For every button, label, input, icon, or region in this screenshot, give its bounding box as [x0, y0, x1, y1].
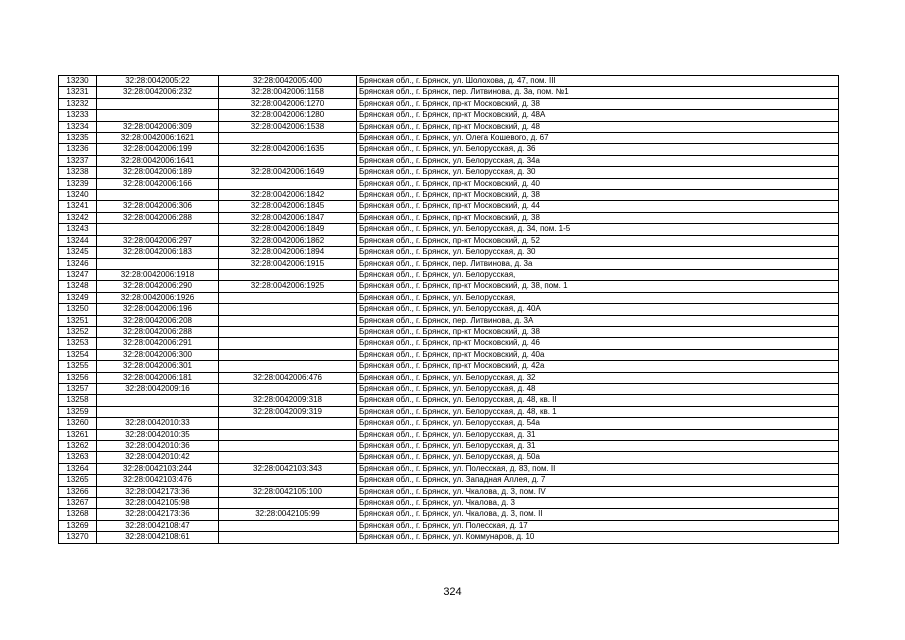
- cadastral-number-cell: 32:28:0042006:1621: [97, 133, 219, 144]
- building-number-cell: [219, 133, 357, 144]
- table-row: [59, 212, 839, 223]
- address-cell: Брянская обл., г. Брянск, ул. Белорусская, д. 50а: [357, 452, 839, 463]
- row-number-cell: 13255: [59, 361, 97, 372]
- building-number-cell: 32:28:0042006:1925: [219, 281, 357, 292]
- table-row: [59, 190, 839, 201]
- row-number-cell: 13264: [59, 463, 97, 474]
- cadastral-number-cell: 32:28:0042006:300: [97, 349, 219, 360]
- cadastral-number-cell: 32:28:0042006:183: [97, 247, 219, 258]
- table-row: [59, 486, 839, 497]
- row-number-cell: 13259: [59, 406, 97, 417]
- table-row: [59, 155, 839, 166]
- address-cell: Брянская обл., г. Брянск, ул. Западная Аллея, д. 7: [357, 475, 839, 486]
- cadastral-number-cell: 32:28:0042006:309: [97, 121, 219, 132]
- row-number-cell: 13268: [59, 509, 97, 520]
- table-row: [59, 475, 839, 486]
- address-cell: Брянская обл., г. Брянск, ул. Олега Кошевого, д. 67: [357, 133, 839, 144]
- cadastral-number-cell: 32:28:0042010:33: [97, 418, 219, 429]
- table-row: [59, 121, 839, 132]
- building-number-cell: [219, 532, 357, 543]
- address-cell: Брянская обл., г. Брянск, ул. Белорусская, д. 48, кв. 1: [357, 406, 839, 417]
- row-number-cell: 13246: [59, 258, 97, 269]
- row-number-cell: 13254: [59, 349, 97, 360]
- building-number-cell: [219, 452, 357, 463]
- row-number-cell: 13235: [59, 133, 97, 144]
- table-row: [59, 76, 839, 87]
- address-cell: Брянская обл., г. Брянск, пр-кт Московский, д. 38, пом. 1: [357, 281, 839, 292]
- table-row: [59, 452, 839, 463]
- page-number: 324: [443, 586, 462, 598]
- cadastral-number-cell: 32:28:0042108:47: [97, 520, 219, 531]
- table-row: [59, 395, 839, 406]
- table-row: [59, 361, 839, 372]
- table-row: [59, 406, 839, 417]
- address-cell: Брянская обл., г. Брянск, пр-кт Московский, д. 40: [357, 178, 839, 189]
- address-cell: Брянская обл., г. Брянск, пр-кт Московский, д. 38: [357, 326, 839, 337]
- address-cell: Брянская обл., г. Брянск, пр-кт Московский, д. 42а: [357, 361, 839, 372]
- building-number-cell: [219, 178, 357, 189]
- table-row: [59, 133, 839, 144]
- table-row: [59, 383, 839, 394]
- address-cell: Брянская обл., г. Брянск, ул. Белорусская, д. 54а: [357, 418, 839, 429]
- table-row: [59, 235, 839, 246]
- row-number-cell: 13256: [59, 372, 97, 383]
- building-number-cell: [219, 475, 357, 486]
- address-cell: Брянская обл., г. Брянск, ул. Белорусская,: [357, 292, 839, 303]
- building-number-cell: [219, 338, 357, 349]
- building-number-cell: 32:28:0042006:1538: [219, 121, 357, 132]
- building-number-cell: 32:28:0042006:1270: [219, 98, 357, 109]
- table-row: [59, 201, 839, 212]
- address-cell: Брянская обл., г. Брянск, пер. Литвинова, д. 3а: [357, 258, 839, 269]
- row-number-cell: 13240: [59, 190, 97, 201]
- table-row: [59, 269, 839, 280]
- table-row: [59, 498, 839, 509]
- building-number-cell: 32:28:0042006:1862: [219, 235, 357, 246]
- row-number-cell: 13265: [59, 475, 97, 486]
- building-number-cell: 32:28:0042006:1635: [219, 144, 357, 155]
- building-number-cell: 32:28:0042006:1845: [219, 201, 357, 212]
- row-number-cell: 13247: [59, 269, 97, 280]
- row-number-cell: 13269: [59, 520, 97, 531]
- row-number-cell: 13237: [59, 155, 97, 166]
- building-number-cell: [219, 429, 357, 440]
- address-cell: Брянская обл., г. Брянск, ул. Коммунаров, д. 10: [357, 532, 839, 543]
- building-number-cell: [219, 269, 357, 280]
- table-row: [59, 292, 839, 303]
- building-number-cell: 32:28:0042009:319: [219, 406, 357, 417]
- table-row: [59, 224, 839, 235]
- address-cell: Брянская обл., г. Брянск, ул. Белорусская,: [357, 269, 839, 280]
- cadastral-registry-table: [58, 75, 839, 544]
- address-cell: Брянская обл., г. Брянск, пер. Литвинова, д. 3А: [357, 315, 839, 326]
- row-number-cell: 13242: [59, 212, 97, 223]
- building-number-cell: 32:28:0042006:1649: [219, 167, 357, 178]
- address-cell: Брянская обл., г. Брянск, ул. Белорусская, д. 34а: [357, 155, 839, 166]
- row-number-cell: 13267: [59, 498, 97, 509]
- row-number-cell: 13262: [59, 441, 97, 452]
- building-number-cell: 32:28:0042006:1280: [219, 110, 357, 121]
- table-row: [59, 429, 839, 440]
- row-number-cell: 13243: [59, 224, 97, 235]
- row-number-cell: 13234: [59, 121, 97, 132]
- address-cell: Брянская обл., г. Брянск, пр-кт Московский, д. 38: [357, 98, 839, 109]
- building-number-cell: [219, 155, 357, 166]
- table-row: [59, 178, 839, 189]
- building-number-cell: 32:28:0042103:343: [219, 463, 357, 474]
- cadastral-number-cell: 32:28:0042006:1926: [97, 292, 219, 303]
- row-number-cell: 13238: [59, 167, 97, 178]
- cadastral-number-cell: 32:28:0042006:1918: [97, 269, 219, 280]
- address-cell: Брянская обл., г. Брянск, ул. Белорусская, д. 48: [357, 383, 839, 394]
- cadastral-number-cell: 32:28:0042103:476: [97, 475, 219, 486]
- cadastral-number-cell: [97, 406, 219, 417]
- row-number-cell: 13232: [59, 98, 97, 109]
- address-cell: Брянская обл., г. Брянск, пр-кт Московский, д. 38: [357, 190, 839, 201]
- row-number-cell: 13266: [59, 486, 97, 497]
- address-cell: Брянская обл., г. Брянск, ул. Белорусская, д. 30: [357, 167, 839, 178]
- cadastral-number-cell: 32:28:0042006:199: [97, 144, 219, 155]
- cadastral-number-cell: 32:28:0042006:306: [97, 201, 219, 212]
- building-number-cell: 32:28:0042006:1915: [219, 258, 357, 269]
- address-cell: Брянская обл., г. Брянск, ул. Белорусская, д. 36: [357, 144, 839, 155]
- row-number-cell: 13258: [59, 395, 97, 406]
- row-number-cell: 13231: [59, 87, 97, 98]
- address-cell: Брянская обл., г. Брянск, ул. Белорусская, д. 30: [357, 247, 839, 258]
- cadastral-number-cell: 32:28:0042173:36: [97, 509, 219, 520]
- row-number-cell: 13248: [59, 281, 97, 292]
- cadastral-number-cell: 32:28:0042006:189: [97, 167, 219, 178]
- address-cell: Брянская обл., г. Брянск, ул. Белорусская, д. 31: [357, 441, 839, 452]
- row-number-cell: 13245: [59, 247, 97, 258]
- row-number-cell: 13241: [59, 201, 97, 212]
- cadastral-number-cell: 32:28:0042009:16: [97, 383, 219, 394]
- address-cell: Брянская обл., г. Брянск, пр-кт Московский, д. 48А: [357, 110, 839, 121]
- table-row: [59, 532, 839, 543]
- cadastral-number-cell: 32:28:0042010:35: [97, 429, 219, 440]
- table-row: [59, 144, 839, 155]
- table-row: [59, 304, 839, 315]
- building-number-cell: [219, 418, 357, 429]
- address-cell: Брянская обл., г. Брянск, ул. Белорусская, д. 31: [357, 429, 839, 440]
- table-row: [59, 509, 839, 520]
- table-row: [59, 167, 839, 178]
- building-number-cell: 32:28:0042005:400: [219, 76, 357, 87]
- cadastral-number-cell: [97, 190, 219, 201]
- building-number-cell: [219, 498, 357, 509]
- cadastral-number-cell: [97, 395, 219, 406]
- cadastral-number-cell: [97, 224, 219, 235]
- row-number-cell: 13270: [59, 532, 97, 543]
- cadastral-number-cell: 32:28:0042006:166: [97, 178, 219, 189]
- table-row: [59, 87, 839, 98]
- cadastral-number-cell: 32:28:0042006:288: [97, 326, 219, 337]
- cadastral-number-cell: 32:28:0042006:291: [97, 338, 219, 349]
- cadastral-number-cell: 32:28:0042103:244: [97, 463, 219, 474]
- building-number-cell: 32:28:0042105:99: [219, 509, 357, 520]
- table-row: [59, 463, 839, 474]
- building-number-cell: [219, 520, 357, 531]
- cadastral-number-cell: 32:28:0042108:61: [97, 532, 219, 543]
- building-number-cell: [219, 304, 357, 315]
- address-cell: Брянская обл., г. Брянск, ул. Полесская, д. 83, пом. II: [357, 463, 839, 474]
- building-number-cell: [219, 292, 357, 303]
- cadastral-number-cell: 32:28:0042006:301: [97, 361, 219, 372]
- row-number-cell: 13239: [59, 178, 97, 189]
- table-body: [59, 76, 839, 544]
- table-row: [59, 338, 839, 349]
- cadastral-number-cell: 32:28:0042006:290: [97, 281, 219, 292]
- address-cell: Брянская обл., г. Брянск, пр-кт Московский, д. 38: [357, 212, 839, 223]
- address-cell: Брянская обл., г. Брянск, ул. Белорусская, д. 48, кв. II: [357, 395, 839, 406]
- row-number-cell: 13257: [59, 383, 97, 394]
- building-number-cell: 32:28:0042105:100: [219, 486, 357, 497]
- cadastral-number-cell: 32:28:0042005:22: [97, 76, 219, 87]
- cadastral-number-cell: 32:28:0042006:181: [97, 372, 219, 383]
- cadastral-number-cell: 32:28:0042006:196: [97, 304, 219, 315]
- cadastral-number-cell: [97, 110, 219, 121]
- building-number-cell: [219, 383, 357, 394]
- address-cell: Брянская обл., г. Брянск, пер. Литвинова, д. 3а, пом. №1: [357, 87, 839, 98]
- cadastral-number-cell: [97, 258, 219, 269]
- address-cell: Брянская обл., г. Брянск, пр-кт Московский, д. 52: [357, 235, 839, 246]
- table-row: [59, 258, 839, 269]
- cadastral-number-cell: 32:28:0042173:36: [97, 486, 219, 497]
- row-number-cell: 13263: [59, 452, 97, 463]
- table-row: [59, 281, 839, 292]
- table-row: [59, 110, 839, 121]
- address-cell: Брянская обл., г. Брянск, пр-кт Московский, д. 46: [357, 338, 839, 349]
- building-number-cell: [219, 361, 357, 372]
- row-number-cell: 13250: [59, 304, 97, 315]
- address-cell: Брянская обл., г. Брянск, пр-кт Московский, д. 48: [357, 121, 839, 132]
- table-row: [59, 349, 839, 360]
- row-number-cell: 13251: [59, 315, 97, 326]
- cadastral-number-cell: 32:28:0042006:297: [97, 235, 219, 246]
- address-cell: Брянская обл., г. Брянск, ул. Белорусская, д. 40А: [357, 304, 839, 315]
- building-number-cell: [219, 349, 357, 360]
- table-row: [59, 98, 839, 109]
- row-number-cell: 13252: [59, 326, 97, 337]
- building-number-cell: [219, 441, 357, 452]
- cadastral-number-cell: 32:28:0042010:42: [97, 452, 219, 463]
- building-number-cell: 32:28:0042006:476: [219, 372, 357, 383]
- cadastral-number-cell: [97, 98, 219, 109]
- address-cell: Брянская обл., г. Брянск, ул. Чкалова, д. 3, пом. II: [357, 509, 839, 520]
- building-number-cell: 32:28:0042006:1158: [219, 87, 357, 98]
- table-row: [59, 520, 839, 531]
- building-number-cell: [219, 315, 357, 326]
- row-number-cell: 13230: [59, 76, 97, 87]
- address-cell: Брянская обл., г. Брянск, ул. Шолохова, д. 47, пом. III: [357, 76, 839, 87]
- table-row: [59, 441, 839, 452]
- building-number-cell: 32:28:0042006:1849: [219, 224, 357, 235]
- address-cell: Брянская обл., г. Брянск, ул. Белорусская, д. 34, пом. 1-5: [357, 224, 839, 235]
- table-row: [59, 418, 839, 429]
- table-row: [59, 326, 839, 337]
- row-number-cell: 13249: [59, 292, 97, 303]
- cadastral-number-cell: 32:28:0042006:288: [97, 212, 219, 223]
- row-number-cell: 13233: [59, 110, 97, 121]
- building-number-cell: 32:28:0042006:1894: [219, 247, 357, 258]
- table-row: [59, 247, 839, 258]
- address-cell: Брянская обл., г. Брянск, ул. Полесская, д. 17: [357, 520, 839, 531]
- address-cell: Брянская обл., г. Брянск, ул. Чкалова, д. 3: [357, 498, 839, 509]
- table-row: [59, 315, 839, 326]
- building-number-cell: 32:28:0042006:1847: [219, 212, 357, 223]
- row-number-cell: 13244: [59, 235, 97, 246]
- address-cell: Брянская обл., г. Брянск, пр-кт Московский, д. 44: [357, 201, 839, 212]
- row-number-cell: 13236: [59, 144, 97, 155]
- building-number-cell: 32:28:0042006:1842: [219, 190, 357, 201]
- cadastral-number-cell: 32:28:0042010:36: [97, 441, 219, 452]
- building-number-cell: 32:28:0042009:318: [219, 395, 357, 406]
- building-number-cell: [219, 326, 357, 337]
- cadastral-number-cell: 32:28:0042006:1641: [97, 155, 219, 166]
- cadastral-number-cell: 32:28:0042006:232: [97, 87, 219, 98]
- address-cell: Брянская обл., г. Брянск, пр-кт Московский, д. 40а: [357, 349, 839, 360]
- table-row: [59, 372, 839, 383]
- address-cell: Брянская обл., г. Брянск, ул. Белорусская, д. 32: [357, 372, 839, 383]
- row-number-cell: 13253: [59, 338, 97, 349]
- row-number-cell: 13260: [59, 418, 97, 429]
- row-number-cell: 13261: [59, 429, 97, 440]
- cadastral-number-cell: 32:28:0042006:208: [97, 315, 219, 326]
- cadastral-number-cell: 32:28:0042105:98: [97, 498, 219, 509]
- address-cell: Брянская обл., г. Брянск, ул. Чкалова, д. 3, пом. IV: [357, 486, 839, 497]
